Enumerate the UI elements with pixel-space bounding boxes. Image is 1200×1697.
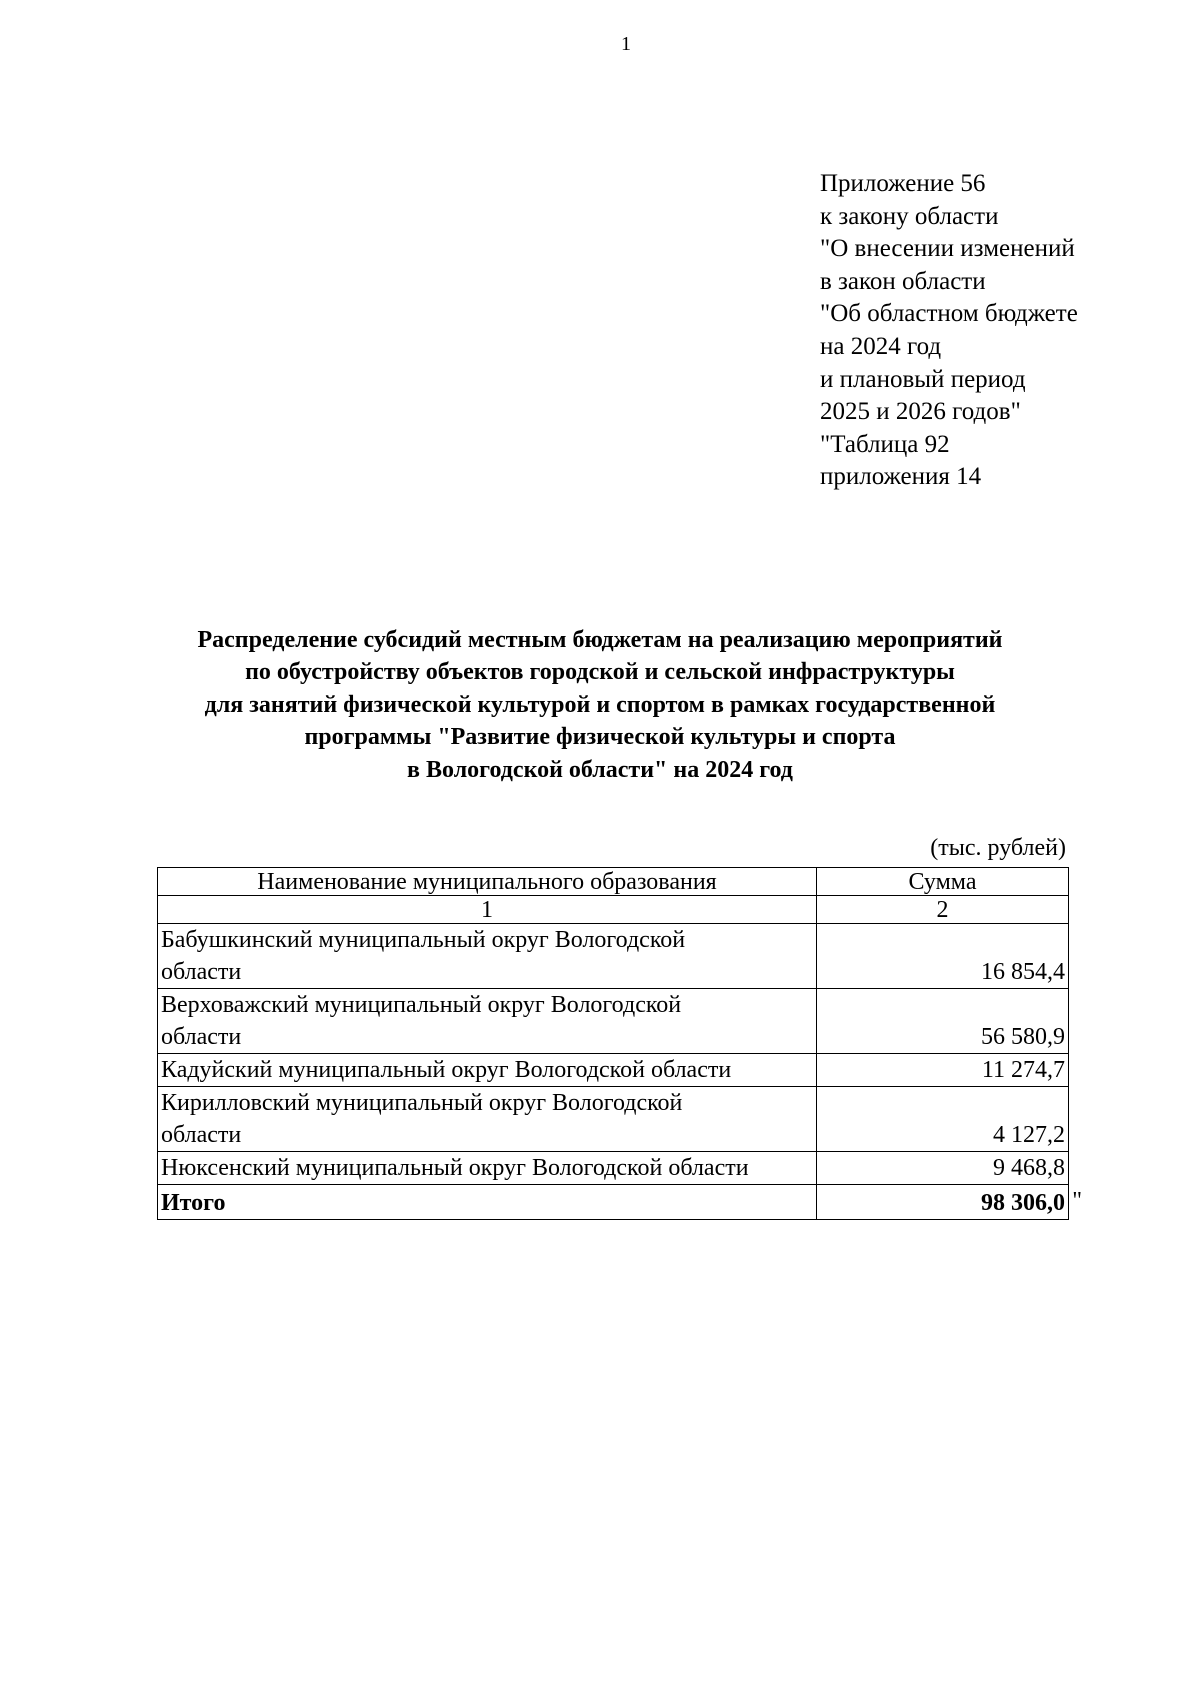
municipality-name <box>158 989 817 1054</box>
table-row <box>158 989 1069 1054</box>
subsidy-amount: 4 127,2 <box>817 1087 1069 1152</box>
title-line: программы "Развитие физической культуры и спорта <box>304 724 896 751</box>
units-label: (тыс. рублей) <box>930 835 1066 861</box>
name-line: Нюксенский муниципальный округ Вологодской области <box>161 1155 749 1181</box>
name-line: Верховажский муниципальный округ Вологодской <box>161 992 682 1018</box>
name-line: области <box>161 959 242 985</box>
title-line: в Вологодской области" на 2024 год <box>407 756 793 783</box>
name-line: области <box>161 1024 242 1050</box>
total-label: Итого <box>158 1185 817 1220</box>
column-number: 1 <box>158 896 817 924</box>
appendix-line: в закон области <box>820 267 986 295</box>
name-line: области <box>161 1122 242 1148</box>
subsidy-amount: 11 274,7 <box>817 1054 1069 1087</box>
appendix-line: на 2024 год <box>820 332 942 360</box>
column-number-row <box>158 896 1069 924</box>
table-row <box>158 1152 1069 1185</box>
total-row <box>158 1185 1069 1220</box>
appendix-line: "О внесении изменений <box>820 235 1075 263</box>
closing-quote: " <box>1072 1188 1082 1214</box>
name-line: Кадуйский муниципальный округ Вологодской области <box>161 1057 732 1083</box>
municipality-name <box>158 1152 817 1185</box>
title-line: по обустройству объектов городской и сельской инфраструктуры <box>245 659 955 686</box>
table-row <box>158 1054 1069 1087</box>
municipality-name <box>158 1087 817 1152</box>
subsidy-amount: 56 580,9 <box>817 989 1069 1054</box>
appendix-line: и плановый период <box>820 365 1026 393</box>
appendix-line: Приложение 56 <box>820 170 986 197</box>
page-number: 1 <box>621 33 631 55</box>
document-title <box>100 624 1100 786</box>
subsidy-amount: 16 854,4 <box>817 924 1069 989</box>
column-number: 2 <box>817 896 1069 924</box>
subsidy-amount: 9 468,8 <box>817 1152 1069 1185</box>
subsidies-table <box>157 867 1082 1220</box>
name-line: Кирилловский муниципальный округ Вологодской <box>161 1090 683 1116</box>
appendix-line: к закону области <box>820 202 999 230</box>
table-header-row <box>158 868 1069 896</box>
title-line: для занятий физической культурой и спортом в рамках государственной <box>204 691 996 718</box>
appendix-line: 2025 и 2026 годов" <box>820 398 1021 426</box>
total-amount: 98 306,0 <box>981 1190 1065 1216</box>
appendix-line: "Об областном бюджете <box>820 300 1078 328</box>
appendix-line: "Таблица 92 <box>820 430 950 458</box>
municipality-name <box>158 1054 817 1087</box>
table-row <box>158 1087 1069 1152</box>
appendix-reference <box>820 168 1180 494</box>
name-line: Бабушкинский муниципальный округ Вологодской <box>161 927 686 953</box>
total-amount-wrap <box>820 1187 1082 1219</box>
total-amount-cell <box>817 1185 1082 1220</box>
municipality-name <box>158 924 817 989</box>
appendix-line: приложения 14 <box>820 463 982 491</box>
header-amount: Сумма <box>817 868 1069 896</box>
title-line: Распределение субсидий местным бюджетам на реализацию мероприятий <box>197 627 1003 653</box>
header-municipality: Наименование муниципального образования <box>158 868 817 896</box>
table-row <box>158 924 1069 989</box>
